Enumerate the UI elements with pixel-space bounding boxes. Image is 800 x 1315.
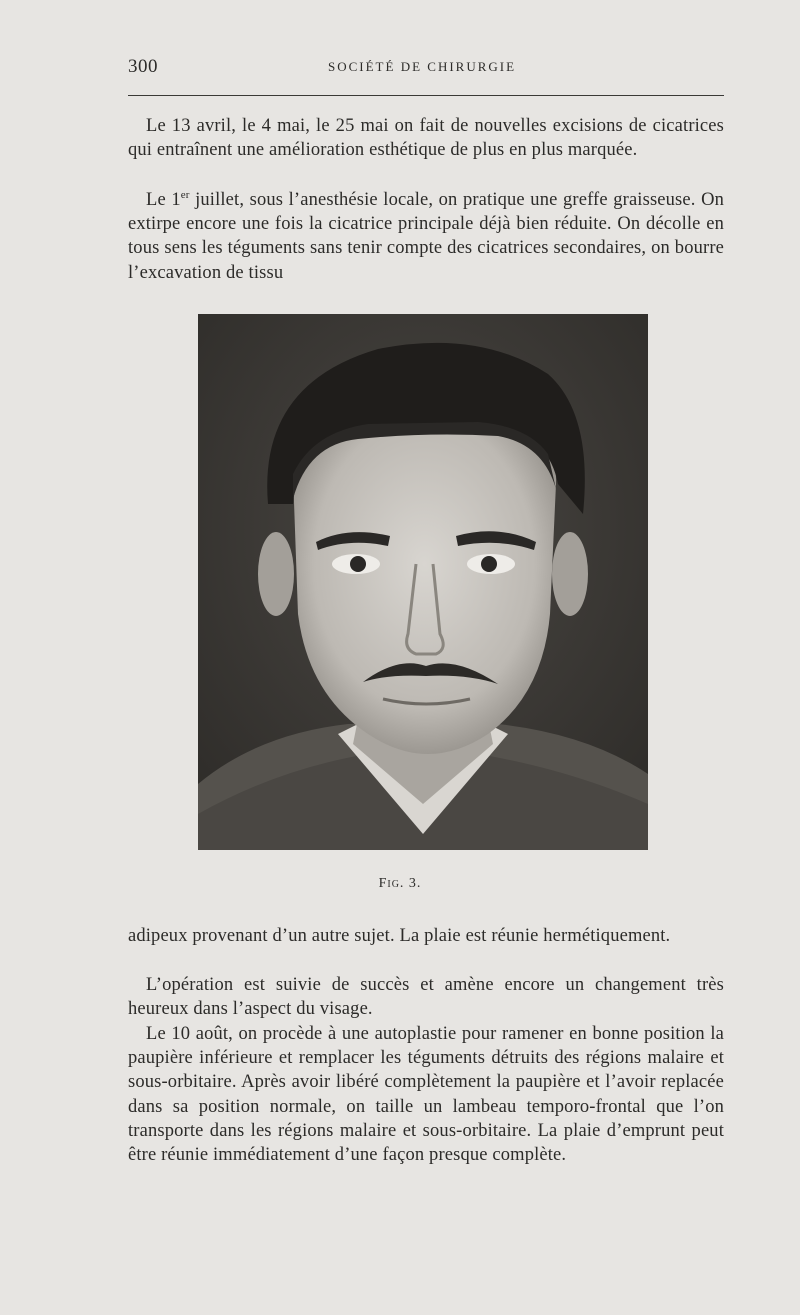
paragraph-1: Le 13 avril, le 4 mai, le 25 mai on fait de nouvelles excisions de cicatrices qui entraînent une amélioration esthétique de plus en plus marquée. xyxy=(128,116,724,161)
paragraph-5: Le 10 août, on procède à une autoplastie pour ramener en bonne position la paupière inférieure et remplacer les téguments détruits des régions malaire et sous-orbitaire. Après avoir libéré complètement la paupière et l’avoir replacée dans sa position normale, on taille un lambeau temporo-frontal que l’on transporte dans les régions malaire et sous-orbitaire. La plaie d’emprunt peut être réunie immédiatement d’une façon presque complète. xyxy=(128,1024,724,1166)
paragraph-3: adipeux provenant d’un autre sujet. La plaie est réunie hermétiquement. xyxy=(128,926,671,946)
paragraph-4: L’opération est suivie de succès et amène encore un changement très heureux dans l’aspect du visage. xyxy=(128,975,724,1020)
header-rule xyxy=(128,95,724,96)
figure-caption xyxy=(0,876,800,892)
figure-caption-abbr: Fig xyxy=(378,876,400,891)
paragraph-2-rest: juillet, sous l’anesthésie locale, on pratique une greffe graisseuse. On extirpe encore une fois la cicatrice principale déjà bien réduite. On décolle en tous sens les téguments sans tenir compte des cicatrices secondaires, on bourre l’excavation de tissu xyxy=(128,190,724,283)
running-head: SOCIÉTÉ DE CHIRURGIE xyxy=(328,59,517,74)
portrait-drawing xyxy=(198,314,648,850)
page-number: 300 xyxy=(128,56,158,77)
figure-caption-number: . 3. xyxy=(399,876,422,891)
page-header xyxy=(128,56,724,80)
paragraph-2-start: Le 1 xyxy=(146,190,181,210)
ordinal-superscript: er xyxy=(180,189,190,201)
paragraph-2 xyxy=(128,188,724,285)
portrait-photograph xyxy=(198,314,648,850)
